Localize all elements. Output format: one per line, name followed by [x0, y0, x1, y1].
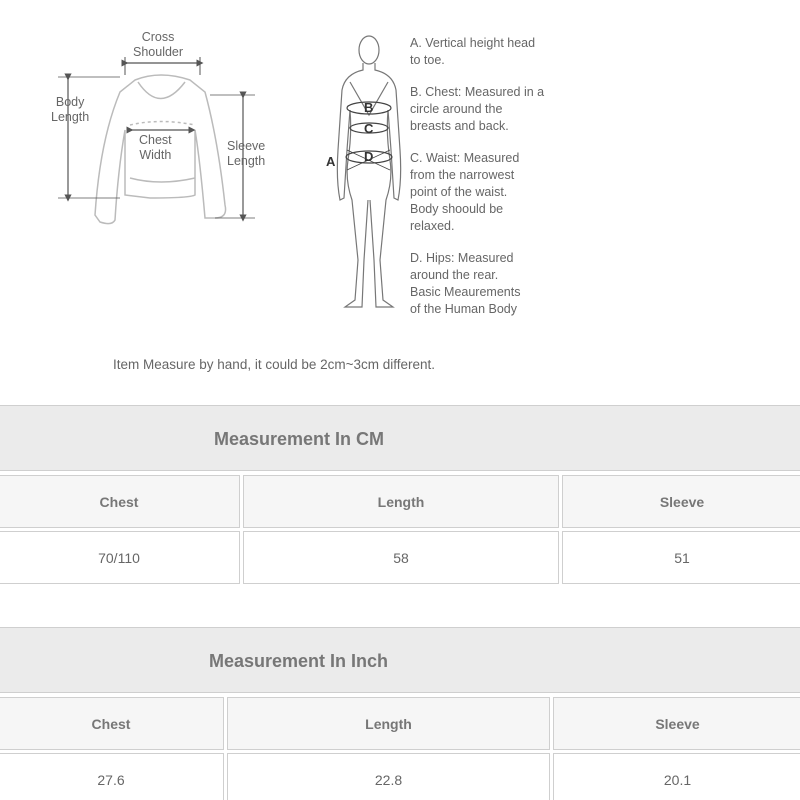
cm-value-sleeve: 51: [562, 531, 800, 584]
measurement-notes: [410, 35, 580, 333]
measurement-diagram: [0, 0, 800, 395]
letter-d: D: [364, 149, 374, 164]
cm-table-title: Measurement In CM: [214, 429, 385, 449]
cm-header-length: Length: [243, 475, 559, 528]
measurement-disclaimer: Item Measure by hand, it could be 2cm~3cm different.: [113, 357, 436, 372]
cm-header-sleeve: Sleeve: [562, 475, 800, 528]
note-hips: D. Hips: Measured around the rear. Basic Meaurements of the Human Body: [410, 251, 521, 316]
cm-value-length: 58: [243, 531, 559, 584]
inch-table-header-bar: [0, 627, 800, 693]
cm-value-chest: 70/110: [0, 531, 240, 584]
letter-b: B: [364, 100, 374, 115]
letter-a: A: [326, 154, 336, 169]
note-chest: B. Chest: Measured in a circle around the breasts and back.: [410, 85, 545, 133]
inch-value-sleeve: 20.1: [553, 753, 800, 800]
chest-width-label: Chest Width: [139, 133, 172, 162]
cm-table-header-bar: [0, 405, 800, 471]
inch-header-sleeve: Sleeve: [553, 697, 800, 750]
letter-c: C: [364, 121, 374, 136]
inch-value-length: 22.8: [227, 753, 550, 800]
cm-header-chest: Chest: [0, 475, 240, 528]
note-height: A. Vertical height head to toe.: [410, 36, 536, 67]
inch-header-chest: Chest: [0, 697, 224, 750]
note-waist: C. Waist: Measured from the narrowest point of the waist. Body shoould be relaxed.: [410, 151, 520, 233]
cross-shoulder-label: Cross Shoulder: [133, 30, 184, 59]
garment-and-body-illustration: [0, 0, 800, 395]
inch-header-length: Length: [227, 697, 550, 750]
sleeve-length-label: Sleeve Length: [227, 139, 266, 168]
human-body-outline: [337, 36, 400, 307]
cm-measurement-table: [0, 405, 800, 590]
body-length-label: Body Length: [51, 95, 90, 124]
inch-table-title: Measurement In Inch: [209, 651, 389, 671]
inch-measurement-table: [0, 627, 800, 800]
inch-value-chest: 27.6: [0, 753, 224, 800]
